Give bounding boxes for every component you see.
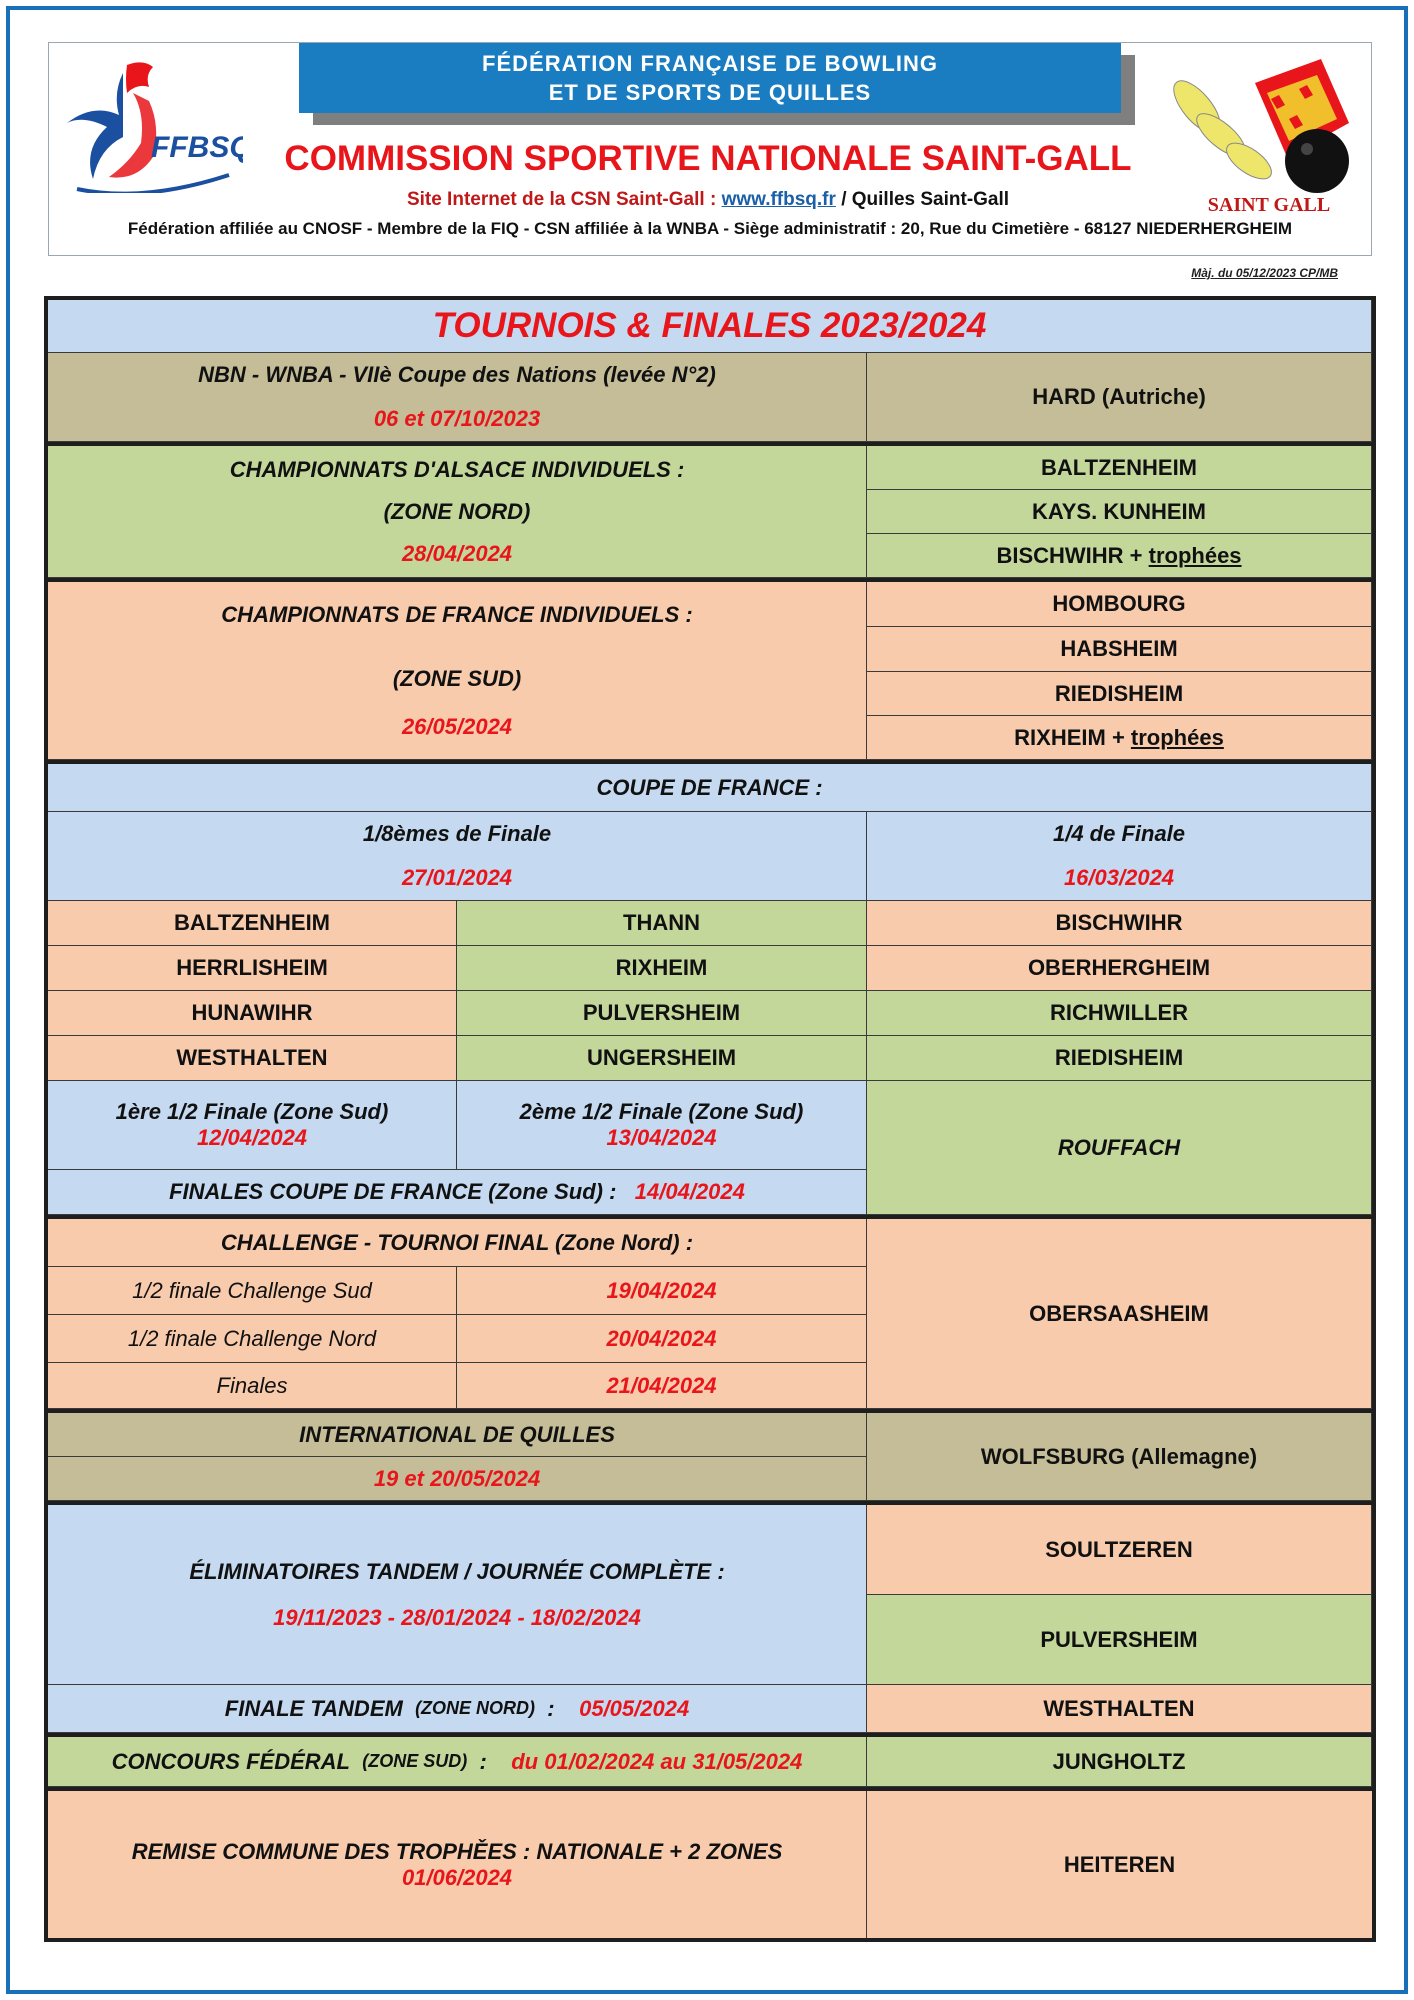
website-line	[245, 189, 1171, 211]
france-line-2: (ZONE SUD)	[392, 665, 522, 691]
coupe-club: RIEDISHEIM	[867, 1036, 1372, 1081]
tournaments-table	[44, 296, 1376, 1942]
coupe-quarter-label: 1/4 de Finale	[1052, 821, 1186, 846]
federation-line-1: FÉDÉRATION FRANÇAISE DE BOWLING	[482, 51, 938, 76]
concours-label: CONCOURS FÉDÉRAL	[111, 1748, 350, 1774]
challenge-row-label: 1/2 finale Challenge Nord	[48, 1315, 457, 1363]
alsace-event	[48, 446, 867, 578]
alsace-place-3	[867, 534, 1372, 578]
tandem-final-label: FINALE TANDEM	[224, 1695, 403, 1721]
alsace-trophies: trophées	[1148, 542, 1242, 568]
concours-place: JUNGHOLTZ	[867, 1737, 1372, 1787]
coupe-club: WESTHALTEN	[48, 1036, 457, 1081]
saint-gall-logo	[1171, 53, 1367, 218]
tandem-event	[48, 1505, 867, 1685]
coupe-club: BALTZENHEIM	[48, 901, 457, 946]
international-name: INTERNATIONAL DE QUILLES	[48, 1413, 867, 1457]
coupe-semi-2-label: 2ème 1/2 Finale (Zone Sud)	[519, 1099, 804, 1124]
svg-text:SAINT GALL: SAINT GALL	[1207, 194, 1331, 216]
tandem-final-date: 05/05/2024	[579, 1695, 690, 1721]
letterhead	[48, 42, 1372, 256]
challenge-row-date: 20/04/2024	[457, 1315, 867, 1363]
tandem-name: ÉLIMINATOIRES TANDEM / JOURNÉE COMPLÈTE :	[189, 1558, 725, 1584]
coupe-quarter-date: 16/03/2024	[1063, 865, 1175, 890]
concours-colon: :	[479, 1748, 487, 1774]
remise-label: REMISE COMMUNE DES TROPHĚES : NATIONALE + 2 ZONES	[131, 1838, 783, 1864]
commission-title: COMMISSION SPORTIVE NATIONALE SAINT-GALL	[284, 139, 1132, 178]
challenge-row-date: 19/04/2024	[457, 1267, 867, 1315]
alsace-place-2: KAYS. KUNHEIM	[867, 490, 1372, 534]
coupe-club: PULVERSHEIM	[457, 991, 867, 1036]
coupe-club: RICHWILLER	[867, 991, 1372, 1036]
international-place	[867, 1413, 1372, 1501]
international-date: 19 et 20/05/2024	[48, 1457, 867, 1501]
alsace-line-2: (ZONE NORD)	[383, 498, 531, 524]
site-link[interactable]: www.ffbsq.fr	[721, 189, 836, 210]
coupe-final-label: FINALES COUPE DE FRANCE (Zone Sud) :	[169, 1179, 617, 1204]
france-place-2: HABSHEIM	[867, 627, 1372, 672]
coupe-club: BISCHWIHR	[867, 901, 1372, 946]
tandem-place-1: SOULTZEREN	[867, 1505, 1372, 1595]
alsace-line-1: CHAMPIONNATS D'ALSACE INDIVIDUELS :	[229, 456, 685, 482]
challenge-title: CHALLENGE - TOURNOI FINAL (Zone Nord) :	[48, 1219, 867, 1267]
nbn-event	[48, 353, 867, 442]
tandem-final	[48, 1685, 867, 1733]
concours-federal	[48, 1737, 867, 1787]
france-place-4	[867, 716, 1372, 760]
coupe-title: COUPE DE FRANCE :	[48, 764, 1372, 812]
coupe-eighth-date: 27/01/2024	[401, 865, 513, 890]
remise-event	[48, 1791, 867, 1938]
remise-date: 01/06/2024	[401, 1864, 513, 1890]
coupe-semi-1-label: 1ère 1/2 Finale (Zone Sud)	[115, 1099, 389, 1124]
concours-zone: (ZONE SUD)	[362, 1751, 468, 1771]
coupe-club: HUNAWIHR	[48, 991, 457, 1036]
coupe-club: THANN	[457, 901, 867, 946]
challenge-row-label: 1/2 finale Challenge Sud	[48, 1267, 457, 1315]
coupe-club: HERRLISHEIM	[48, 946, 457, 991]
challenge-row-label: Finales	[48, 1363, 457, 1409]
coupe-final-place: ROUFFACH	[867, 1081, 1372, 1215]
international-place-name: WOLFSBURG	[980, 1443, 1126, 1469]
coupe-club: RIXHEIM	[457, 946, 867, 991]
france-line-1: CHAMPIONNATS DE FRANCE INDIVIDUELS :	[221, 601, 693, 627]
coupe-club: OBERHERGHEIM	[867, 946, 1372, 991]
tandem-place-2: PULVERSHEIM	[867, 1595, 1372, 1685]
remise-place: HEITEREN	[867, 1791, 1372, 1938]
federation-banner	[299, 43, 1121, 113]
update-note: Màj. du 05/12/2023 CP/MB	[1191, 266, 1338, 280]
international-place-country: (Allemagne)	[1131, 1443, 1258, 1469]
tandem-dates: 19/11/2023 - 28/01/2024 - 18/02/2024	[273, 1604, 641, 1630]
alsace-date: 28/04/2024	[401, 540, 513, 566]
tandem-final-place: WESTHALTEN	[867, 1685, 1372, 1733]
nbn-place: HARD (Autriche)	[867, 353, 1372, 442]
affiliation-line: Fédération affiliée au CNOSF - Membre de la FIQ - CSN affiliée à la WNBA - Siège administratif : 20, Rue du Cimetière - 68127 NIEDERHERGHEIM	[127, 219, 1293, 238]
site-prefix: Site Internet de la CSN Saint-Gall :	[406, 189, 717, 210]
table-title: TOURNOIS & FINALES 2023/2024	[48, 300, 1372, 353]
svg-text:FFBSQ: FFBSQ	[151, 131, 243, 164]
france-place-1: HOMBOURG	[867, 582, 1372, 627]
coupe-eighth-label: 1/8èmes de Finale	[362, 821, 552, 846]
alsace-place-3-name: BISCHWIHR +	[996, 542, 1143, 568]
france-place-3: RIEDISHEIM	[867, 672, 1372, 716]
challenge-row-date: 21/04/2024	[457, 1363, 867, 1409]
tandem-final-zone: (ZONE NORD)	[415, 1698, 536, 1718]
ffbsq-logo	[53, 53, 243, 193]
coupe-quarter	[867, 812, 1372, 901]
coupe-semi-2	[457, 1081, 867, 1170]
coupe-semi-1-date: 12/04/2024	[196, 1125, 308, 1150]
nbn-name: NBN - WNBA - VIIè Coupe des Nations (levée N°2)	[198, 362, 716, 387]
site-suffix: / Quilles Saint-Gall	[841, 189, 1010, 210]
coupe-semi-1	[48, 1081, 457, 1170]
challenge-place: OBERSAASHEIM	[867, 1219, 1372, 1409]
nbn-date: 06 et 07/10/2023	[373, 406, 541, 431]
france-trophies: trophées	[1130, 724, 1224, 750]
coupe-eighth	[48, 812, 867, 901]
federation-line-2: ET DE SPORTS DE QUILLES	[548, 80, 872, 105]
france-date: 26/05/2024	[401, 713, 513, 739]
alsace-place-1: BALTZENHEIM	[867, 446, 1372, 490]
tandem-final-colon: :	[547, 1695, 555, 1721]
coupe-final	[48, 1170, 867, 1215]
coupe-final-date: 14/04/2024	[634, 1179, 745, 1204]
concours-date: du 01/02/2024 au 31/05/2024	[511, 1748, 803, 1774]
coupe-club: UNGERSHEIM	[457, 1036, 867, 1081]
france-place-4-name: RIXHEIM +	[1014, 724, 1125, 750]
coupe-semi-2-date: 13/04/2024	[606, 1125, 717, 1150]
france-event	[48, 582, 867, 760]
